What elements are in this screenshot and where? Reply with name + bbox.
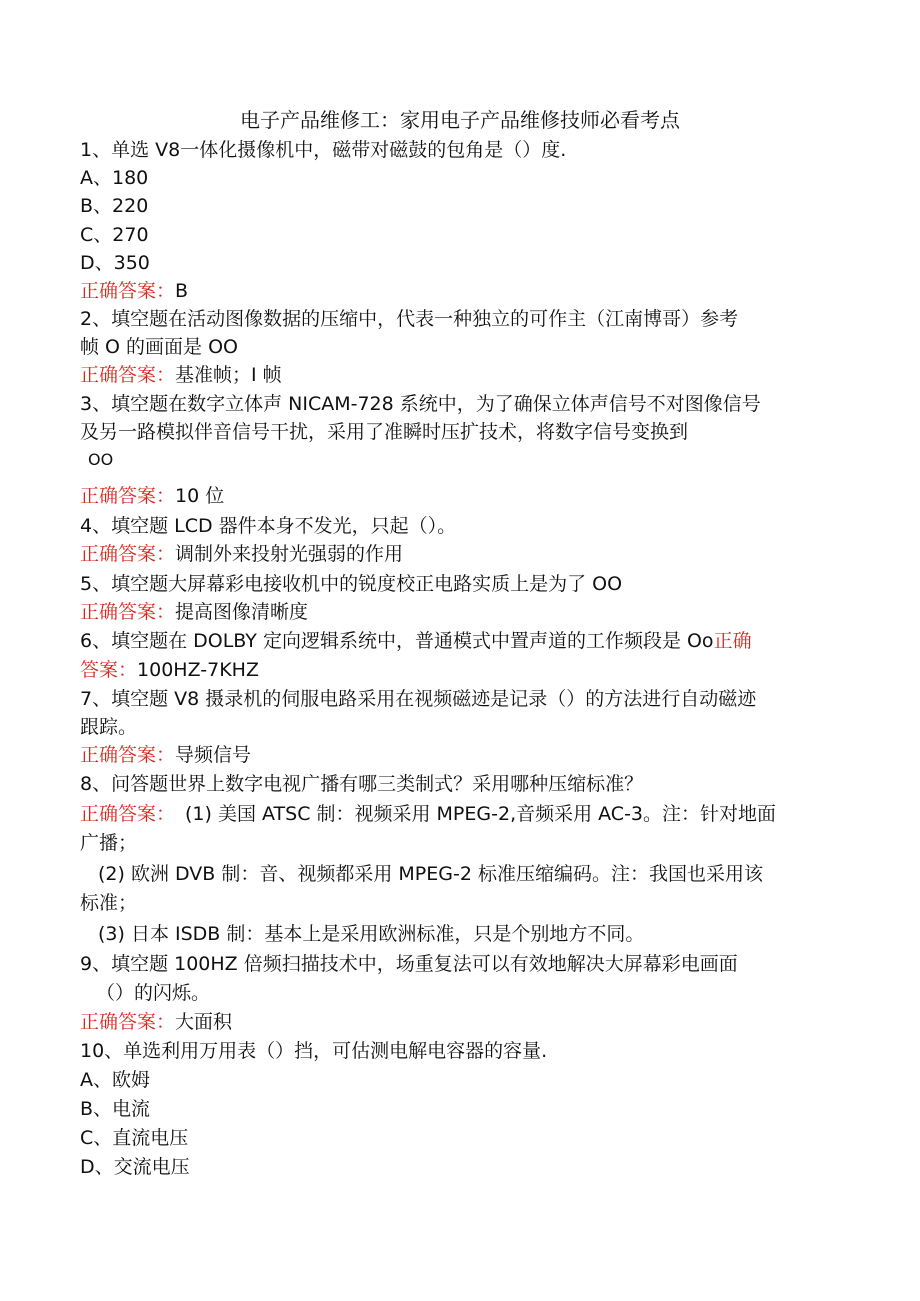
answer-label: 正确答案：	[80, 1011, 176, 1033]
question-1-option-c: C、270	[80, 224, 149, 246]
question-1-option-a: A、180	[80, 167, 149, 189]
question-8-answer-part-2: (2) 欧洲 DVB 制：音、视频都采用 MPEG-2 标准压缩编码。注：我国也采用该	[98, 863, 763, 885]
answer-label: 正确答案：	[80, 601, 176, 623]
question-5-stem: 5、填空题大屏幕彩电接收机中的锐度校正电路实质上是为了 OO	[80, 573, 623, 595]
question-7-answer-line	[80, 741, 840, 769]
answer-label: 正确答案：	[80, 744, 176, 766]
document-title: 电子产品维修工：家用电子产品维修技师必看考点	[240, 108, 680, 132]
question-3-answer-line	[80, 482, 840, 510]
question-7-answer: 导频信号	[175, 744, 252, 766]
question-2-stem-line-1: 2、填空题在活动图像数据的压缩中，代表一种独立的可作主（江南博哥）参考	[80, 308, 739, 330]
question-9-stem-line-1: 9、填空题 100HZ 倍频扫描技术中，场重复法可以有效地解决大屏幕彩电画面	[80, 953, 738, 975]
question-2-stem-line-2: 帧 O 的画面是 OO	[80, 336, 238, 358]
question-3-answer: 10 位	[175, 485, 225, 507]
question-9-stem-line-2: （）的闪烁。	[96, 982, 211, 1004]
question-10-option-c: C、直流电压	[80, 1127, 189, 1149]
answer-label: 正确答案：	[80, 280, 176, 302]
question-10-option-a: A、欧姆	[80, 1069, 150, 1091]
question-5-answer-line	[80, 598, 840, 626]
question-2-answer: 基准帧；I 帧	[175, 364, 282, 386]
question-1-stem: 1、单选 V8一体化摄像机中，磁带对磁鼓的包角是（）度.	[80, 139, 567, 161]
question-8-answer-line-1	[80, 800, 840, 828]
question-3-stem-line-2: 及另一路模拟伴音信号干扰，采用了准瞬时压扩技术，将数字信号变换到	[80, 421, 689, 443]
question-6-stem-line	[80, 627, 840, 655]
question-7-stem-line-2: 跟踪。	[80, 716, 138, 738]
question-2-answer-line	[80, 361, 840, 389]
question-6-stem: 6、填空题在 DOLBY 定向逻辑系统中，普通模式中置声道的工作频段是 Oo	[80, 630, 714, 652]
question-10-option-d: D、交流电压	[80, 1156, 190, 1178]
answer-label-part-1: 正确	[713, 630, 752, 652]
question-1-answer-line	[80, 277, 840, 305]
answer-label: 正确答案：	[80, 543, 176, 565]
question-8-answer-part-2-cont: 标准；	[80, 892, 138, 914]
question-5-answer: 提高图像清晰度	[175, 601, 309, 623]
question-8-answer-part-1-cont: 广播；	[80, 832, 138, 854]
question-6-answer: 100HZ-7KHZ	[137, 659, 259, 681]
question-9-answer-line	[80, 1008, 840, 1036]
question-10-stem: 10、单选利用万用表（）挡，可估测电解电容器的容量.	[80, 1040, 548, 1062]
question-4-stem: 4、填空题 LCD 器件本身不发光，只起（）。	[80, 515, 457, 537]
question-10-option-b: B、电流	[80, 1098, 151, 1120]
question-1-option-d: D、350	[80, 252, 150, 274]
question-3-stem-line-3: OO	[88, 450, 114, 469]
question-4-answer-line	[80, 540, 840, 568]
question-4-answer: 调制外来投射光强弱的作用	[175, 543, 404, 565]
answer-label: 正确答案：	[80, 364, 176, 386]
question-3-stem-line-1: 3、填空题在数字立体声 NICAM-728 系统中，为了确保立体声信号不对图像信号	[80, 393, 761, 415]
question-1-answer: B	[175, 280, 189, 302]
question-6-answer-line	[80, 656, 840, 684]
question-7-stem-line-1: 7、填空题 V8 摄录机的伺服电路采用在视频磁迹是记录（）的方法进行自动磁迹	[80, 688, 757, 710]
question-1-option-b: B、220	[80, 195, 149, 217]
question-9-answer: 大面积	[175, 1011, 233, 1033]
answer-label: 正确答案：	[80, 485, 176, 507]
question-8-answer-part-1: (1) 美国 ATSC 制：视频采用 MPEG-2,音频采用 AC-3。注：针对地面	[185, 803, 777, 825]
question-8-answer-part-3: (3) 日本 ISDB 制：基本上是采用欧洲标准，只是个别地方不同。	[98, 923, 645, 945]
answer-label-part-2: 答案：	[80, 659, 138, 681]
question-8-stem: 8、问答题世界上数字电视广播有哪三类制式？采用哪种压缩标准？	[80, 773, 644, 795]
answer-label: 正确答案：	[80, 803, 176, 825]
